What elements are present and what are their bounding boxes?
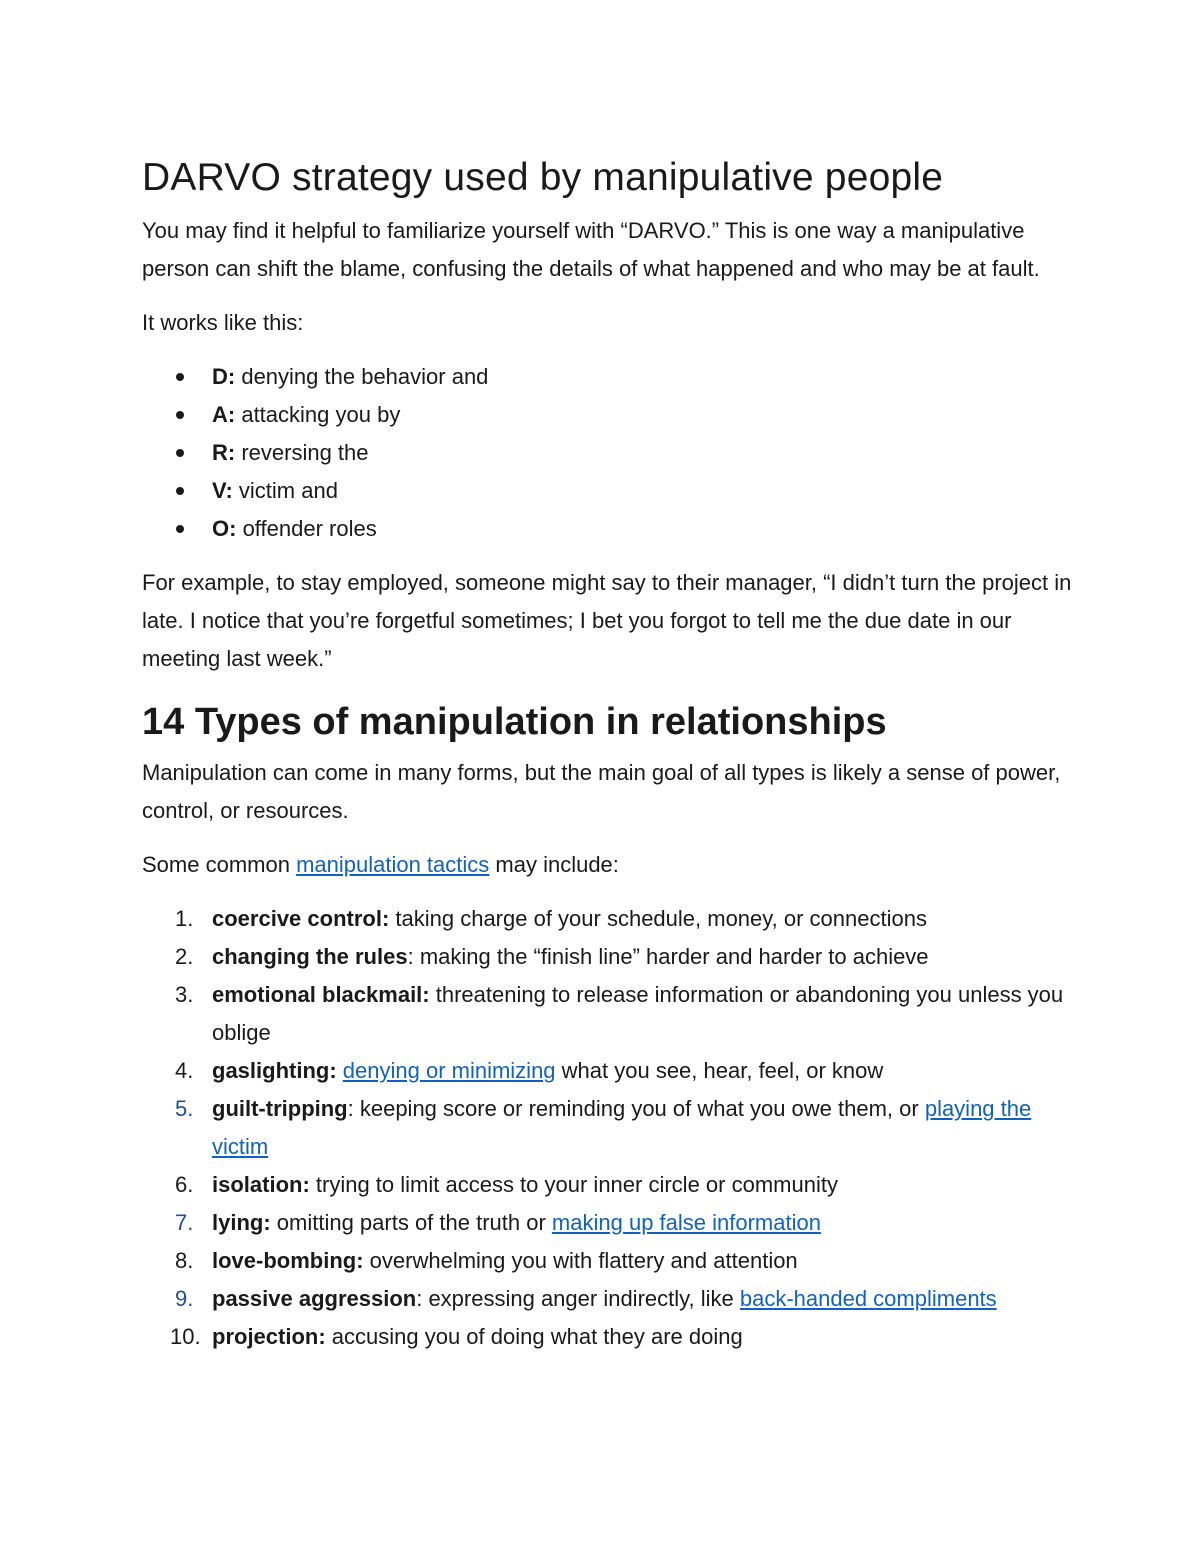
- making-up-false-information-link[interactable]: making up false information: [551, 1210, 821, 1235]
- list-item: [142, 938, 1072, 976]
- bullet-icon: [176, 487, 184, 495]
- playing-the-victim-link[interactable]: playing the victim: [212, 1096, 1032, 1159]
- darvo-letter: R:: [212, 440, 236, 465]
- darvo-text: offender roles: [236, 516, 377, 541]
- list-item: [142, 976, 1072, 1052]
- list-item: [142, 358, 1072, 396]
- tactic-term: isolation:: [212, 1172, 310, 1197]
- bullet-icon: [176, 411, 184, 419]
- intro-lead-in: It works like this:: [142, 310, 304, 335]
- list-item: [142, 900, 1072, 938]
- list-item: [142, 472, 1072, 510]
- list-item: [142, 396, 1072, 434]
- lead-text-before: Some common: [142, 852, 297, 877]
- list-item: [142, 1166, 1072, 1204]
- tactic-term: lying:: [212, 1210, 271, 1235]
- list-item: [142, 1318, 1072, 1356]
- darvo-letter: A:: [212, 402, 236, 427]
- list-item: [142, 510, 1072, 548]
- tactic-description-after: what you see, hear, feel, or know: [555, 1058, 884, 1083]
- bullet-icon: [176, 525, 184, 533]
- tactic-description: threatening to release information or abandoning you unless you oblige: [212, 982, 1064, 1045]
- item-number: 2.: [175, 944, 194, 969]
- darvo-text: denying the behavior and: [235, 364, 489, 389]
- back-handed-compliments-link[interactable]: back-handed compliments: [739, 1286, 997, 1311]
- list-item: [142, 434, 1072, 472]
- tactic-description: taking charge of your schedule, money, or connections: [389, 906, 927, 931]
- denying-or-minimizing-link[interactable]: denying or minimizing: [342, 1058, 556, 1083]
- list-item: [142, 1090, 1072, 1166]
- section-intro: Manipulation can come in many forms, but the main goal of all types is likely a sense of power, control, or resources.: [142, 760, 1061, 823]
- darvo-text: victim and: [232, 478, 338, 503]
- item-number: 9.: [175, 1286, 194, 1311]
- darvo-text: attacking you by: [235, 402, 401, 427]
- tactic-description: omitting parts of the truth or: [270, 1210, 552, 1235]
- tactic-term: guilt-tripping: [212, 1096, 348, 1121]
- bullet-icon: [176, 373, 184, 381]
- page-title: DARVO strategy used by manipulative people: [142, 156, 944, 199]
- tactic-description: accusing you of doing what they are doing: [325, 1324, 743, 1349]
- darvo-letter: V:: [212, 478, 233, 503]
- item-number: 3.: [175, 982, 194, 1007]
- tactic-term: projection:: [212, 1324, 326, 1349]
- tactic-description: : making the “finish line” harder and harder to achieve: [407, 944, 929, 969]
- document-page: [142, 150, 1072, 1372]
- tactic-term: love-bombing:: [212, 1248, 364, 1273]
- tactic-description: : expressing anger indirectly, like: [416, 1286, 740, 1311]
- darvo-text: reversing the: [235, 440, 369, 465]
- item-number: 4.: [175, 1058, 194, 1083]
- list-item: [142, 1052, 1072, 1090]
- tactic-description: : keeping score or reminding you of what you owe them, or: [347, 1096, 925, 1121]
- item-number: 6.: [175, 1172, 194, 1197]
- item-number: 1.: [175, 906, 194, 931]
- tactic-term: passive aggression: [212, 1286, 417, 1311]
- section-lead-in: [142, 846, 1072, 884]
- darvo-letter: D:: [212, 364, 236, 389]
- tactics-list: [142, 900, 1072, 1356]
- tactic-term: changing the rules: [212, 944, 408, 969]
- section-heading: 14 Types of manipulation in relationships: [142, 701, 887, 743]
- bullet-icon: [176, 449, 184, 457]
- list-item: [142, 1204, 1072, 1242]
- example-paragraph: For example, to stay employed, someone might say to their manager, “I didn’t turn the project in late. I notice that you’re forgetful sometimes; I bet you forgot to tell me the due date in our meeting last week.”: [142, 570, 1072, 671]
- tactic-description: overwhelming you with flattery and attention: [363, 1248, 798, 1273]
- darvo-letter: O:: [212, 516, 237, 541]
- darvo-list: [142, 358, 1072, 548]
- item-number: 8.: [175, 1248, 194, 1273]
- intro-paragraph: You may find it helpful to familiarize yourself with “DARVO.” This is one way a manipulative person can shift the blame, confusing the details of what happened and who may be at fault.: [142, 218, 1040, 281]
- item-number: 5.: [175, 1096, 194, 1121]
- tactic-term: coercive control:: [212, 906, 390, 931]
- manipulation-tactics-link[interactable]: manipulation tactics: [296, 852, 490, 877]
- lead-text-after: may include:: [489, 852, 619, 877]
- list-item: [142, 1242, 1072, 1280]
- tactic-description: trying to limit access to your inner circle or community: [309, 1172, 838, 1197]
- tactic-term: emotional blackmail:: [212, 982, 430, 1007]
- list-item: [142, 1280, 1072, 1318]
- item-number: 10.: [170, 1324, 201, 1349]
- tactic-term: gaslighting:: [212, 1058, 337, 1083]
- item-number: 7.: [175, 1210, 194, 1235]
